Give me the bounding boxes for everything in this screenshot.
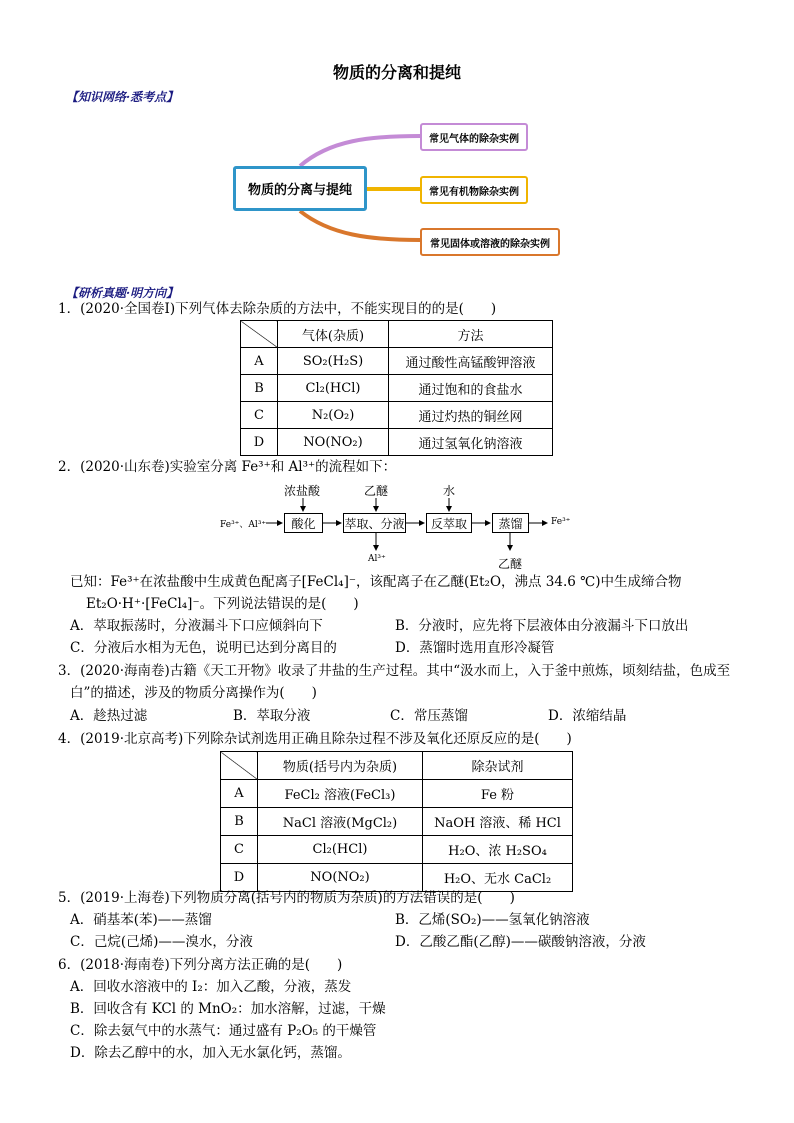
- table-row: [241, 429, 553, 456]
- table-header: 物质(括号内为杂质): [258, 752, 423, 780]
- table-cell: Cl₂(HCl): [258, 836, 423, 864]
- table-cell: SO₂(H₂S): [278, 348, 389, 375]
- q2-option-b: B．分液时，应先将下层液体由分液漏斗下口放出: [395, 618, 689, 634]
- mindmap-center: 物质的分离与提纯: [233, 166, 367, 211]
- table-row: [241, 402, 553, 429]
- q2-option-c: C．分液后水相为无色，说明已达到分离目的: [70, 640, 337, 656]
- table-header: 方法: [389, 321, 553, 348]
- table-cell: C: [241, 402, 278, 429]
- flow-reagent: 浓盐酸: [284, 484, 321, 498]
- q2-known-1: 已知：Fe³⁺在浓盐酸中生成黄色配离子[FeCl₄]⁻，该配离子在乙醚(Et₂O，沸点 34.6 ℃)中生成缔合物: [70, 574, 682, 590]
- q5-option-b: B．乙烯(SO₂)——氢氧化钠溶液: [395, 912, 590, 928]
- q2-stem: 2．(2020·山东卷)实验室分离 Fe³⁺和 Al³⁺的流程如下：: [58, 459, 397, 475]
- mindmap-branch-gas: 常见气体的除杂实例: [420, 123, 528, 151]
- q3-option-a: A．趁热过滤: [70, 708, 148, 724]
- table-cell: Fe 粉: [423, 780, 573, 808]
- table-row: [221, 836, 573, 864]
- q6-stem: 6．(2018·海南卷)下列分离方法正确的是( ): [58, 957, 343, 973]
- flow-reagent: 乙醚: [364, 484, 389, 498]
- table-cell: B: [221, 808, 258, 836]
- table-cell: NaCl 溶液(MgCl₂): [258, 808, 423, 836]
- q5-option-c: C．己烷(己烯)——溴水，分液: [70, 934, 253, 950]
- q4-table: [220, 751, 573, 892]
- page-title: 物质的分离和提纯: [332, 63, 461, 82]
- table-cell: A: [221, 780, 258, 808]
- table-cell: Cl₂(HCl): [278, 375, 389, 402]
- mindmap-branch-organic: 常见有机物除杂实例: [420, 176, 528, 204]
- q2-option-a: A．萃取振荡时，分液漏斗下口应倾斜向下: [70, 618, 323, 634]
- q3-stem-2: 白”的描述，涉及的物质分离操作为( ): [70, 685, 317, 701]
- table-cell: 通过氢氧化钠溶液: [389, 429, 553, 456]
- section-heading-exam: 【研析真题·明方向】: [66, 286, 179, 300]
- q6-option-b: B．回收含有 KCl 的 MnO₂：加水溶解，过滤，干燥: [70, 1001, 386, 1017]
- flow-step: 萃取、分液: [343, 513, 406, 533]
- table-cell: NO(NO₂): [278, 429, 389, 456]
- table-cell: NaOH 溶液、稀 HCl: [423, 808, 573, 836]
- table-row: [241, 348, 553, 375]
- table-corner: [221, 752, 258, 780]
- flow-reagent: 水: [443, 484, 456, 498]
- q2-known-2: Et₂O·H⁺·[FeCl₄]⁻。下列说法错误的是( ): [86, 596, 359, 612]
- q5-option-d: D．乙酸乙酯(乙醇)——碳酸钠溶液，分液: [395, 934, 646, 950]
- table-cell: D: [241, 429, 278, 456]
- table-cell: N₂(O₂): [278, 402, 389, 429]
- table-cell: NO(NO₂): [258, 864, 423, 892]
- table-cell: B: [241, 375, 278, 402]
- table-cell: D: [221, 864, 258, 892]
- q5-stem: 5．(2019·上海卷)下列物质分离(括号内的物质为杂质)的方法错误的是( ): [58, 890, 515, 906]
- flow-step: 反萃取: [426, 513, 472, 533]
- flow-step: 酸化: [284, 513, 323, 533]
- table-cell: 通过灼热的铜丝网: [389, 402, 553, 429]
- table-cell: C: [221, 836, 258, 864]
- section-heading-knowledge: 【知识网络·悉考点】: [66, 90, 179, 104]
- table-header: 气体(杂质): [278, 321, 389, 348]
- q3-option-c: C．常压蒸馏: [390, 708, 468, 724]
- q5-option-a: A．硝基苯(苯)——蒸馏: [70, 912, 212, 928]
- q3-option-b: B．萃取分液: [233, 708, 311, 724]
- q1-table: [240, 320, 553, 456]
- table-row: [241, 375, 553, 402]
- flow-step: 蒸馏: [492, 513, 529, 533]
- table-row: [221, 808, 573, 836]
- mindmap-branch-solid: 常见固体或溶液的除杂实例: [420, 228, 560, 256]
- flow-input: Fe³⁺、Al³⁺: [220, 520, 267, 530]
- table-row: [221, 780, 573, 808]
- flow-output: Fe³⁺: [551, 517, 571, 527]
- q4-stem: 4．(2019·北京高考)下列除杂试剂选用正确且除杂过程不涉及氧化还原反应的是( ): [58, 731, 572, 747]
- table-cell: FeCl₂ 溶液(FeCl₃): [258, 780, 423, 808]
- mindmap-connectors: [0, 110, 794, 270]
- q6-option-d: D．除去乙醇中的水，加入无水氯化钙，蒸馏。: [70, 1045, 351, 1061]
- table-header: 除杂试剂: [423, 752, 573, 780]
- table-cell: 通过酸性高锰酸钾溶液: [389, 348, 553, 375]
- q2-option-d: D．蒸馏时选用直形冷凝管: [395, 640, 555, 656]
- flow-aside: 乙醚: [498, 557, 523, 571]
- table-cell: H₂O、浓 H₂SO₄: [423, 836, 573, 864]
- table-cell: H₂O、无水 CaCl₂: [423, 864, 573, 892]
- q3-stem-1: 3．(2020·海南卷)古籍《天工开物》收录了井盐的生产过程。其中“汲水而上，入于釜中煎炼，顷刻结盐，色成至: [58, 663, 731, 679]
- q1-stem: 1．(2020·全国卷Ⅰ)下列气体去除杂质的方法中，不能实现目的的是( ): [58, 301, 497, 317]
- table-corner: [241, 321, 278, 348]
- q3-option-d: D．浓缩结晶: [548, 708, 627, 724]
- table-cell: 通过饱和的食盐水: [389, 375, 553, 402]
- flow-aside: Al³⁺: [368, 554, 386, 564]
- q6-option-a: A．回收水溶液中的 I₂：加入乙酸，分液，蒸发: [70, 979, 352, 995]
- table-cell: A: [241, 348, 278, 375]
- q6-option-c: C．除去氨气中的水蒸气：通过盛有 P₂O₅ 的干燥管: [70, 1023, 377, 1039]
